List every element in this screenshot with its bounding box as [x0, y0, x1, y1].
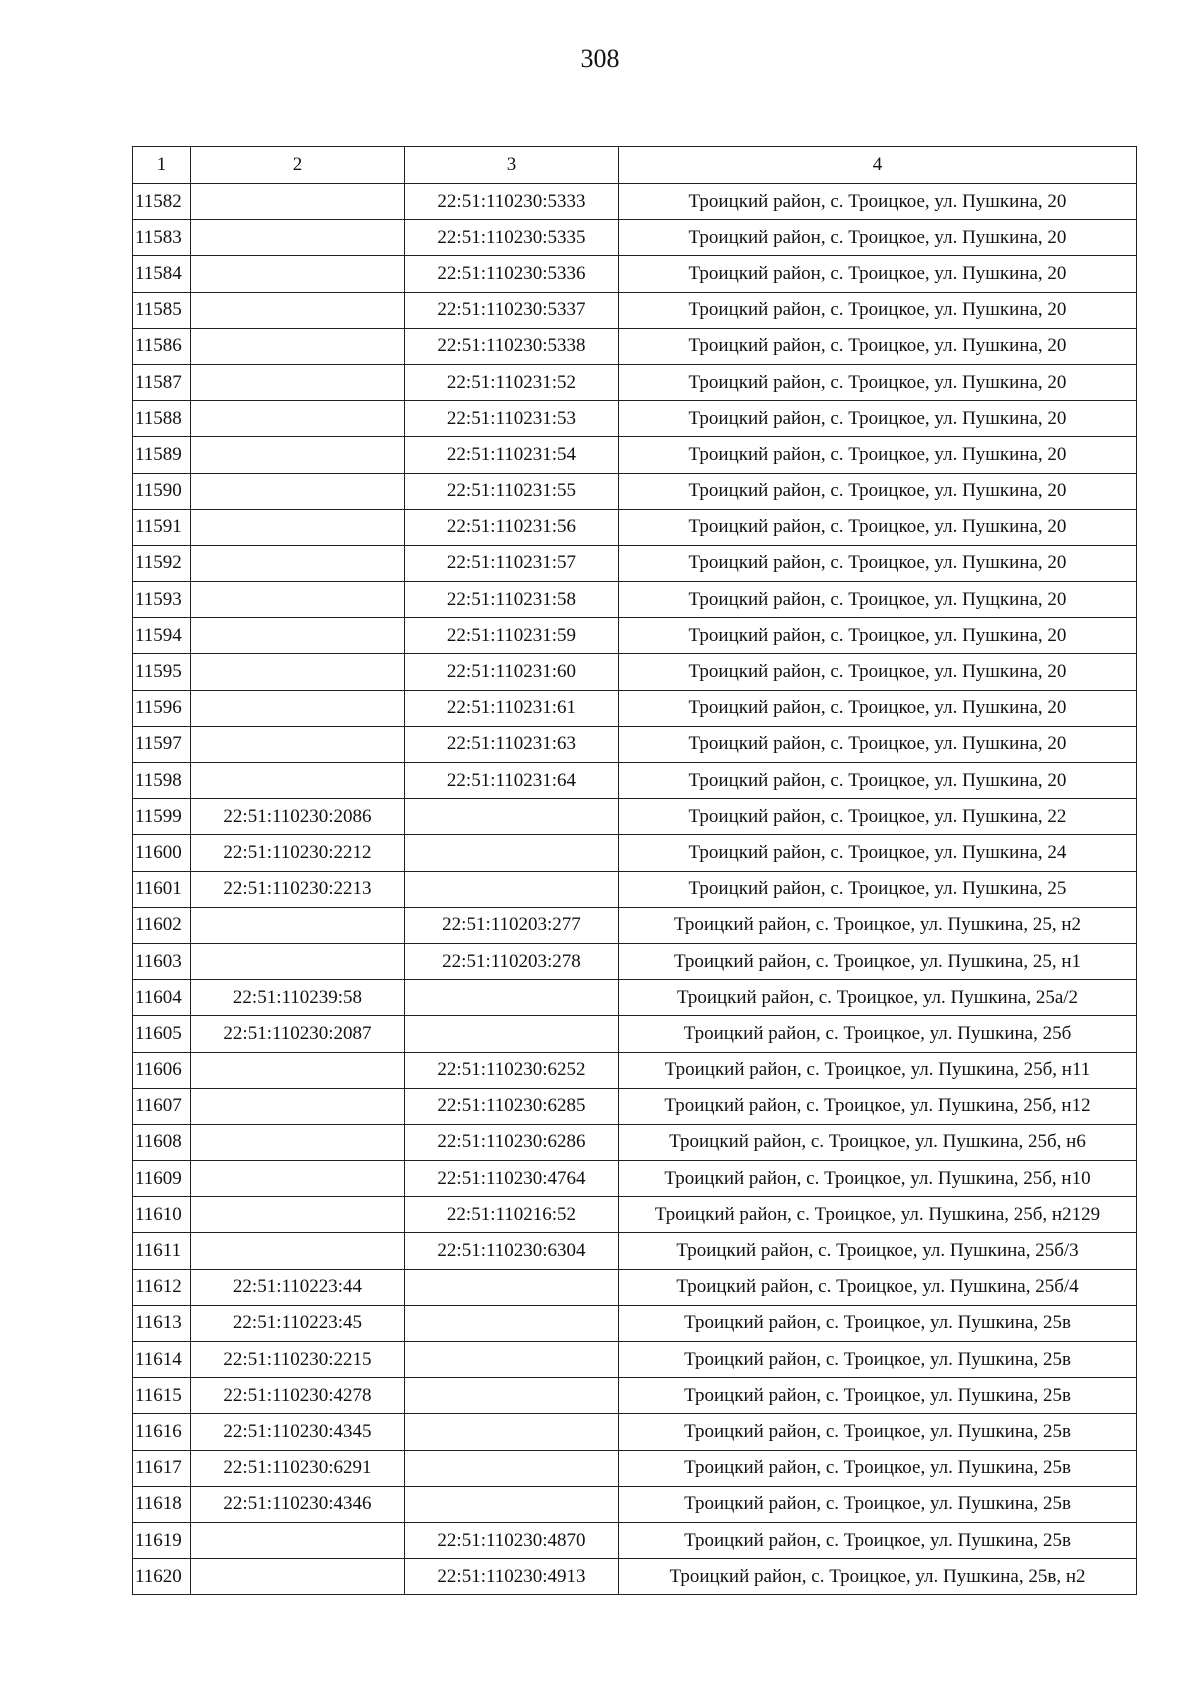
row-number-cell: 11615 [133, 1378, 191, 1414]
row-number-cell: 11582 [133, 184, 191, 220]
address-cell: Троицкий район, с. Троицкое, ул. Пушкина, 20 [619, 401, 1137, 437]
row-number-cell: 11607 [133, 1088, 191, 1124]
cadastral-number-cell: 22:51:110230:5336 [405, 256, 619, 292]
address-cell: Троицкий район, с. Троицкое, ул. Пушкина, 25б, н12 [619, 1088, 1137, 1124]
cadastral-number-cell: 22:51:110230:2213 [191, 871, 405, 907]
cadastral-number-cell: 22:51:110230:5337 [405, 292, 619, 328]
cadastral-number-cell: 22:51:110231:64 [405, 763, 619, 799]
table-row [133, 582, 1137, 618]
cadastral-number-cell: 22:51:110231:56 [405, 509, 619, 545]
cadastral-number-cell: 22:51:110239:58 [191, 980, 405, 1016]
cadastral-number-cell [405, 1016, 619, 1052]
cadastral-number-cell [191, 1522, 405, 1558]
table-row [133, 1197, 1137, 1233]
row-number-cell: 11617 [133, 1450, 191, 1486]
row-number-cell: 11598 [133, 763, 191, 799]
cadastral-number-cell: 22:51:110231:54 [405, 437, 619, 473]
row-number-cell: 11593 [133, 582, 191, 618]
address-cell: Троицкий район, с. Троицкое, ул. Пушкина, 20 [619, 545, 1137, 581]
table-row [133, 1378, 1137, 1414]
address-cell: Троицкий район, с. Троицкое, ул. Пушкина, 25в [619, 1450, 1137, 1486]
address-cell: Троицкий район, с. Троицкое, ул. Пушкина, 20 [619, 437, 1137, 473]
cadastral-number-cell [191, 763, 405, 799]
table-row [133, 799, 1137, 835]
address-cell: Троицкий район, с. Троицкое, ул. Пушкина, 22 [619, 799, 1137, 835]
cadastral-number-cell [191, 1559, 405, 1595]
table-row [133, 1161, 1137, 1197]
address-cell: Троицкий район, с. Троицкое, ул. Пушкина, 20 [619, 473, 1137, 509]
row-number-cell: 11609 [133, 1161, 191, 1197]
row-number-cell: 11583 [133, 220, 191, 256]
cadastral-number-cell [405, 835, 619, 871]
address-cell: Троицкий район, с. Троицкое, ул. Пушкина, 25 [619, 871, 1137, 907]
cadastral-number-cell: 22:51:110230:2086 [191, 799, 405, 835]
cadastral-number-cell [191, 654, 405, 690]
cadastral-number-cell [191, 473, 405, 509]
address-cell: Троицкий район, с. Троицкое, ул. Пушкина, 20 [619, 292, 1137, 328]
table-row [133, 1305, 1137, 1341]
row-number-cell: 11616 [133, 1414, 191, 1450]
table-row [133, 401, 1137, 437]
table-row [133, 437, 1137, 473]
row-number-cell: 11604 [133, 980, 191, 1016]
cadastral-number-cell [191, 1088, 405, 1124]
address-cell: Троицкий район, с. Троицкое, ул. Пушкина, 25в [619, 1414, 1137, 1450]
row-number-cell: 11601 [133, 871, 191, 907]
table-row [133, 256, 1137, 292]
cadastral-number-cell [191, 509, 405, 545]
address-cell: Троицкий район, с. Троицкое, ул. Пушкина, 25б, н10 [619, 1161, 1137, 1197]
address-cell: Троицкий район, с. Троицкое, ул. Пушкина, 20 [619, 690, 1137, 726]
address-cell: Троицкий район, с. Троицкое, ул. Пушкина, 20 [619, 654, 1137, 690]
cadastral-number-cell: 22:51:110231:61 [405, 690, 619, 726]
address-cell: Троицкий район, с. Троицкое, ул. Пушкина, 20 [619, 328, 1137, 364]
cadastral-number-cell: 22:51:110231:58 [405, 582, 619, 618]
table-row [133, 618, 1137, 654]
address-cell: Троицкий район, с. Троицкое, ул. Пушкина, 20 [619, 509, 1137, 545]
address-cell: Троицкий район, с. Троицкое, ул. Пушкина, 25б [619, 1016, 1137, 1052]
cadastral-number-cell [405, 799, 619, 835]
cadastral-number-cell: 22:51:110203:277 [405, 907, 619, 943]
table-row [133, 907, 1137, 943]
address-cell: Троицкий район, с. Троицкое, ул. Пушкина, 20 [619, 763, 1137, 799]
cadastral-number-cell [405, 1414, 619, 1450]
table-header-row [133, 147, 1137, 184]
cadastral-number-cell: 22:51:110230:4278 [191, 1378, 405, 1414]
row-number-cell: 11611 [133, 1233, 191, 1269]
row-number-cell: 11584 [133, 256, 191, 292]
cadastral-number-cell: 22:51:110216:52 [405, 1197, 619, 1233]
table-row [133, 654, 1137, 690]
cadastral-number-cell [191, 401, 405, 437]
cadastral-number-cell: 22:51:110230:4346 [191, 1486, 405, 1522]
table-row [133, 292, 1137, 328]
cadastral-number-cell [405, 1450, 619, 1486]
table-row [133, 1414, 1137, 1450]
cadastral-number-cell: 22:51:110230:6304 [405, 1233, 619, 1269]
cadastral-number-cell [191, 1052, 405, 1088]
row-number-cell: 11610 [133, 1197, 191, 1233]
cadastral-number-cell: 22:51:110223:45 [191, 1305, 405, 1341]
cadastral-number-cell: 22:51:110230:5333 [405, 184, 619, 220]
cadastral-number-cell [191, 328, 405, 364]
table-row [133, 763, 1137, 799]
cadastral-number-cell: 22:51:110231:57 [405, 545, 619, 581]
address-cell: Троицкий район, с. Троицкое, ул. Пушкина, 25в, н2 [619, 1559, 1137, 1595]
row-number-cell: 11613 [133, 1305, 191, 1341]
row-number-cell: 11602 [133, 907, 191, 943]
address-cell: Троицкий район, с. Троицкое, ул. Пушкина, 20 [619, 184, 1137, 220]
table-row [133, 1559, 1137, 1595]
table-row [133, 1124, 1137, 1160]
row-number-cell: 11612 [133, 1269, 191, 1305]
cadastral-number-cell: 22:51:110230:2212 [191, 835, 405, 871]
cadastral-number-cell [405, 1342, 619, 1378]
cadastral-number-cell: 22:51:110230:4870 [405, 1522, 619, 1558]
row-number-cell: 11596 [133, 690, 191, 726]
cadastral-number-cell [191, 907, 405, 943]
cadastral-number-cell [191, 545, 405, 581]
cadastral-number-cell [191, 1197, 405, 1233]
cadastral-number-cell: 22:51:110230:2087 [191, 1016, 405, 1052]
cadastral-number-cell [191, 364, 405, 400]
row-number-cell: 11590 [133, 473, 191, 509]
cadastral-number-cell [405, 980, 619, 1016]
row-number-cell: 11603 [133, 943, 191, 979]
cadastral-number-cell [191, 618, 405, 654]
row-number-cell: 11592 [133, 545, 191, 581]
address-cell: Троицкий район, с. Троицкое, ул. Пушкина, 25в [619, 1342, 1137, 1378]
cadastral-number-cell: 22:51:110230:5338 [405, 328, 619, 364]
table-row [133, 473, 1137, 509]
row-number-cell: 11595 [133, 654, 191, 690]
cadastral-number-cell: 22:51:110231:60 [405, 654, 619, 690]
cadastral-number-cell: 22:51:110230:2215 [191, 1342, 405, 1378]
cadastral-number-cell [191, 437, 405, 473]
cadastral-number-cell [191, 292, 405, 328]
cadastral-number-cell: 22:51:110230:5335 [405, 220, 619, 256]
registry-table [132, 146, 1137, 1595]
address-cell: Троицкий район, с. Троицкое, ул. Пушкина, 25в [619, 1378, 1137, 1414]
cadastral-number-cell [191, 582, 405, 618]
cadastral-number-cell: 22:51:110223:44 [191, 1269, 405, 1305]
table-row [133, 1342, 1137, 1378]
table-row [133, 835, 1137, 871]
address-cell: Троицкий район, с. Троицкое, ул. Пушкина, 20 [619, 220, 1137, 256]
table-row [133, 726, 1137, 762]
address-cell: Троицкий район, с. Троицкое, ул. Пушкина, 25б/3 [619, 1233, 1137, 1269]
table-row [133, 1522, 1137, 1558]
row-number-cell: 11608 [133, 1124, 191, 1160]
cadastral-number-cell [405, 1378, 619, 1414]
column-header-4: 4 [619, 147, 1137, 184]
row-number-cell: 11586 [133, 328, 191, 364]
table-row [133, 220, 1137, 256]
cadastral-number-cell [191, 1161, 405, 1197]
cadastral-number-cell [405, 871, 619, 907]
table-row [133, 1233, 1137, 1269]
column-header-2: 2 [191, 147, 405, 184]
cadastral-number-cell [191, 943, 405, 979]
table-row [133, 184, 1137, 220]
cadastral-number-cell: 22:51:110231:55 [405, 473, 619, 509]
address-cell: Троицкий район, с. Троицкое, ул. Пушкина, 25а/2 [619, 980, 1137, 1016]
table-row [133, 1088, 1137, 1124]
address-cell: Троицкий район, с. Троицкое, ул. Пушкина, 25в [619, 1305, 1137, 1341]
cadastral-number-cell: 22:51:110230:6252 [405, 1052, 619, 1088]
address-cell: Троицкий район, с. Троицкое, ул. Пушкина, 25б, н6 [619, 1124, 1137, 1160]
cadastral-number-cell [405, 1305, 619, 1341]
table-row [133, 1016, 1137, 1052]
cadastral-number-cell [191, 1124, 405, 1160]
address-cell: Троицкий район, с. Троицкое, ул. Пушкина, 25б, н2129 [619, 1197, 1137, 1233]
table-row [133, 328, 1137, 364]
address-cell: Троицкий район, с. Троицкое, ул. Пушкина, 25, н2 [619, 907, 1137, 943]
table-row [133, 871, 1137, 907]
cadastral-number-cell: 22:51:110231:59 [405, 618, 619, 654]
address-cell: Троицкий район, с. Троицкое, ул. Пушкина, 20 [619, 256, 1137, 292]
cadastral-number-cell: 22:51:110231:63 [405, 726, 619, 762]
cadastral-number-cell: 22:51:110230:6286 [405, 1124, 619, 1160]
table-row [133, 690, 1137, 726]
table-row [133, 1486, 1137, 1522]
table-row [133, 1269, 1137, 1305]
table-row [133, 509, 1137, 545]
table-row [133, 943, 1137, 979]
row-number-cell: 11600 [133, 835, 191, 871]
cadastral-number-cell [191, 220, 405, 256]
address-cell: Троицкий район, с. Троицкое, ул. Пушкина, 24 [619, 835, 1137, 871]
row-number-cell: 11594 [133, 618, 191, 654]
table-row [133, 1450, 1137, 1486]
table-body [133, 184, 1137, 1595]
table-row [133, 1052, 1137, 1088]
row-number-cell: 11589 [133, 437, 191, 473]
column-header-1: 1 [133, 147, 191, 184]
page-number: 308 [580, 44, 620, 73]
row-number-cell: 11588 [133, 401, 191, 437]
row-number-cell: 11591 [133, 509, 191, 545]
address-cell: Троицкий район, с. Троицкое, ул. Пушкина, 20 [619, 618, 1137, 654]
row-number-cell: 11597 [133, 726, 191, 762]
cadastral-number-cell [191, 1233, 405, 1269]
table-row [133, 364, 1137, 400]
row-number-cell: 11587 [133, 364, 191, 400]
cadastral-number-cell: 22:51:110230:4913 [405, 1559, 619, 1595]
cadastral-number-cell [191, 256, 405, 292]
row-number-cell: 11585 [133, 292, 191, 328]
row-number-cell: 11605 [133, 1016, 191, 1052]
cadastral-number-cell: 22:51:110230:6285 [405, 1088, 619, 1124]
cadastral-number-cell: 22:51:110230:4764 [405, 1161, 619, 1197]
address-cell: Троицкий район, с. Троицкое, ул. Пушкина, 20 [619, 726, 1137, 762]
address-cell: Троицкий район, с. Троицкое, ул. Пушкина, 20 [619, 364, 1137, 400]
table-row [133, 980, 1137, 1016]
row-number-cell: 11619 [133, 1522, 191, 1558]
address-cell: Троицкий район, с. Троицкое, ул. Пушкина, 25, н1 [619, 943, 1137, 979]
row-number-cell: 11620 [133, 1559, 191, 1595]
address-cell: Троицкий район, с. Троицкое, ул. Пушкина, 25б, н11 [619, 1052, 1137, 1088]
column-header-3: 3 [405, 147, 619, 184]
cadastral-number-cell: 22:51:110231:53 [405, 401, 619, 437]
address-cell: Троицкий район, с. Троицкое, ул. Пушкина, 25в [619, 1486, 1137, 1522]
cadastral-number-cell [405, 1269, 619, 1305]
address-cell: Троицкий район, с. Троицкое, ул. Пушкина, 25в [619, 1522, 1137, 1558]
cadastral-number-cell [405, 1486, 619, 1522]
cadastral-number-cell [191, 184, 405, 220]
cadastral-number-cell [191, 690, 405, 726]
row-number-cell: 11618 [133, 1486, 191, 1522]
address-cell: Троицкий район, с. Троицкое, ул. Пушкина, 25б/4 [619, 1269, 1137, 1305]
cadastral-number-cell: 22:51:110203:278 [405, 943, 619, 979]
address-cell: Троицкий район, с. Троицкое, ул. Пущкина, 20 [619, 582, 1137, 618]
cadastral-number-cell: 22:51:110231:52 [405, 364, 619, 400]
row-number-cell: 11614 [133, 1342, 191, 1378]
row-number-cell: 11599 [133, 799, 191, 835]
table-row [133, 545, 1137, 581]
cadastral-number-cell [191, 726, 405, 762]
cadastral-number-cell: 22:51:110230:4345 [191, 1414, 405, 1450]
cadastral-number-cell: 22:51:110230:6291 [191, 1450, 405, 1486]
row-number-cell: 11606 [133, 1052, 191, 1088]
